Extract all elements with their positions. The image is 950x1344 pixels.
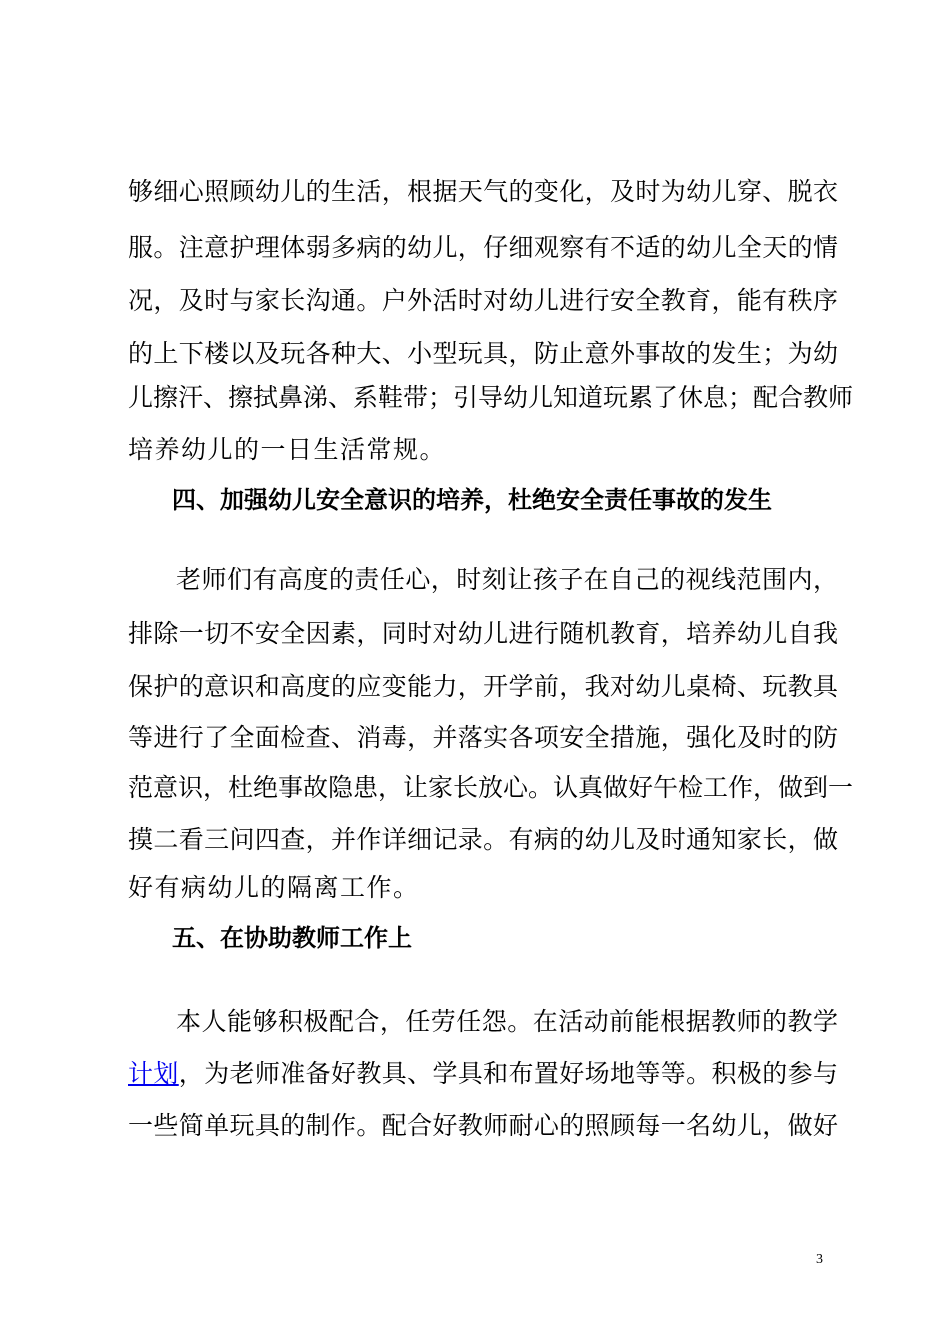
paragraph-2-line-1: 老师们有高度的责任心，时刻让孩子在自己的视线范围内， (176, 565, 838, 594)
paragraph-3-line-3: 一些简单玩具的制作。配合好教师耐心的照顾每一名幼儿，做好 (128, 1111, 838, 1140)
paragraph-2-line-3: 保护的意识和高度的应变能力，开学前，我对幼儿桌椅、玩教具 (128, 672, 838, 701)
paragraph-2-line-7: 好有病幼儿的隔离工作。 (128, 873, 420, 902)
paragraph-2-line-4: 等进行了全面检查、消毒，并落实各项安全措施，强化及时的防 (128, 723, 838, 752)
paragraph-1-line-4: 的上下楼以及玩各种大、小型玩具，防止意外事故的发生；为幼 (128, 339, 838, 368)
page-number: 3 (816, 1252, 823, 1267)
paragraph-1-line-2: 服。注意护理体弱多病的幼儿，仔细观察有不适的幼儿全天的情 (128, 233, 838, 262)
paragraph-3-line-1: 本人能够积极配合，任劳任怨。在活动前能根据教师的教学 (176, 1007, 838, 1036)
paragraph-1-line-1: 够细心照顾幼儿的生活，根据天气的变化，及时为幼儿穿、脱衣 (128, 177, 838, 206)
plan-link[interactable]: 计划 (128, 1059, 179, 1088)
paragraph-2-line-5: 范意识，杜绝事故隐患，让家长放心。认真做好午检工作，做到一 (128, 773, 854, 802)
paragraph-1-line-3: 况，及时与家长沟通。户外活时对幼儿进行安全教育，能有秩序 (128, 286, 838, 315)
paragraph-1-line-6: 培养幼儿的一日生活常规。 (128, 435, 447, 464)
paragraph-2-line-6: 摸二看三问四查，并作详细记录。有病的幼儿及时通知家长，做 (128, 825, 838, 854)
paragraph-1-line-5: 儿擦汗、擦拭鼻涕、系鞋带；引导幼儿知道玩累了休息；配合教师 (128, 383, 854, 412)
section-heading-4: 四、加强幼儿安全意识的培养，杜绝安全责任事故的发生 (172, 486, 772, 514)
paragraph-2-line-2: 排除一切不安全因素，同时对幼儿进行随机教育，培养幼儿自我 (128, 619, 838, 648)
paragraph-3-line-2 (128, 1058, 838, 1090)
section-heading-5: 五、在协助教师工作上 (172, 924, 412, 952)
paragraph-3-line-2-text: ，为老师准备好教具、学具和布置好场地等等。积极的参与 (178, 1059, 838, 1088)
